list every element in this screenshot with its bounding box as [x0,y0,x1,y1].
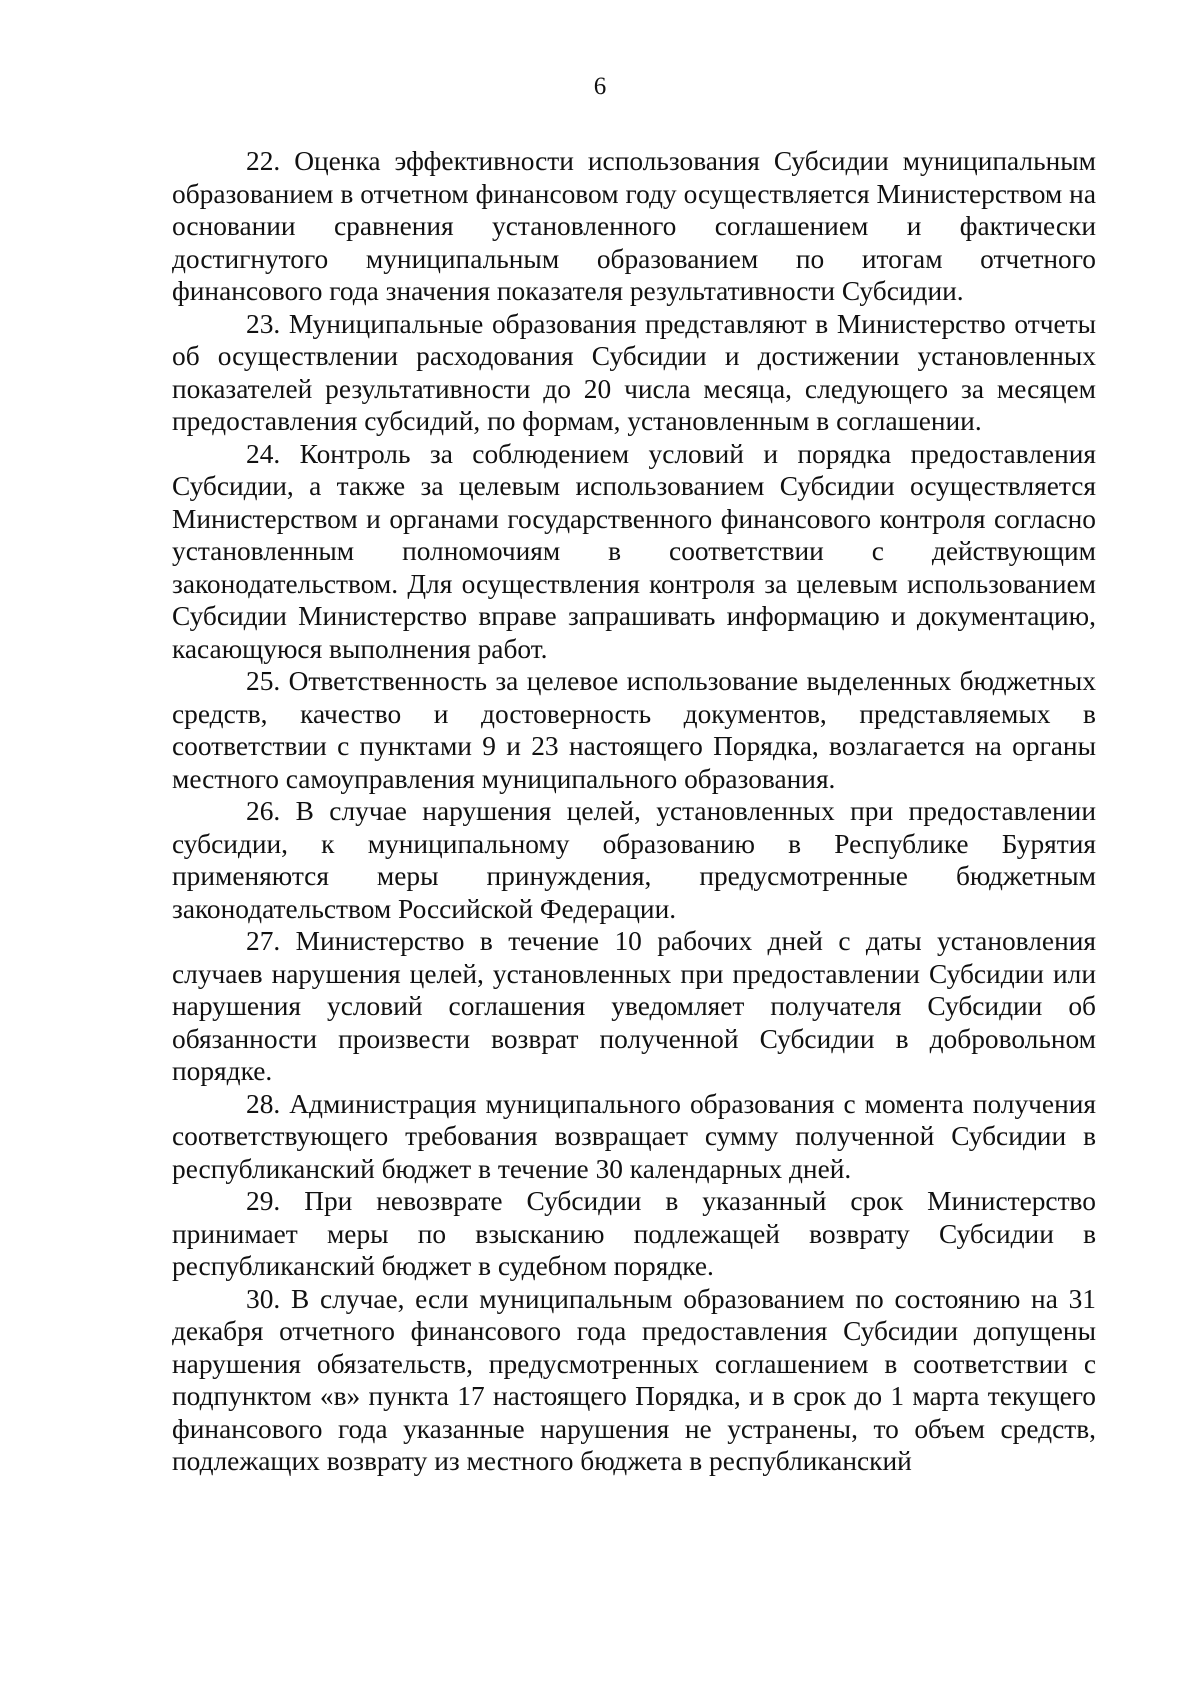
page-number: 6 [593,73,607,100]
paragraph-29: 29. При невозврате Субсидии в указанный срок Министерство принимает меры по взысканию подлежащей возврату Субсидии в республиканский бюджет в судебном порядке. [172,1186,1096,1281]
paragraph-27: 27. Министерство в течение 10 рабочих дней с даты установления случаев нарушения целей, установленных при предоставлении Субсидии или нарушения условий соглашения уведомляет получателя Субсидии об обязанности произвести возврат полученной Субсидии в добровольном порядке. [172,926,1096,1086]
paragraph-22: 22. Оценка эффективности использования Субсидии муниципальным образованием в отчетном финансовом году осуществляется Министерством на основании сравнения установленного соглашением и фактически достигнутого муниципальным образованием по итогам отчетного финансового года значения показателя результативности Субсидии. [172,146,1096,306]
paragraph-25: 25. Ответственность за целевое использование выделенных бюджетных средств, качество и достоверность документов, представляемых в соответствии с пунктами 9 и 23 настоящего Порядка, возлагается на органы местного самоуправления муниципального образования. [172,666,1096,794]
paragraph-24: 24. Контроль за соблюдением условий и порядка предоставления Субсидии, а также за целевым использованием Субсидии осуществляется Министерством и органами государственного финансового контроля согласно установленным полномочиям в соответствии с действующим законодательством. Для осуществления контроля за целевым использованием Субсидии Министерство вправе запрашивать информацию и документацию, касающуюся выполнения работ. [172,438,1096,664]
paragraph-23: 23. Муниципальные образования представляют в Министерство отчеты об осуществлении расходования Субсидии и достижении установленных показателей результативности до 20 числа месяца, следующего за месяцем предоставления субсидий, по формам, установленным в соглашении. [172,308,1096,436]
paragraph-26: 26. В случае нарушения целей, установленных при предоставлении субсидии, к муниципальному образованию в Республике Бурятия применяются меры принуждения, предусмотренные бюджетным законодательством Российской Федерации. [172,796,1096,924]
paragraph-30: 30. В случае, если муниципальным образованием по состоянию на 31 декабря отчетного финансового года предоставления Субсидии допущены нарушения обязательств, предусмотренных соглашением в соответствии с подпунктом «в» пункта 17 настоящего Порядка, и в срок до 1 марта текущего финансового года указанные нарушения не устранены, то объем средств, подлежащих возврату из местного бюджета в республиканский [172,1283,1096,1476]
document-body [172,145,1096,1478]
paragraph-28: 28. Администрация муниципального образования с момента получения соответствующего требования возвращает сумму полученной Субсидии в республиканский бюджет в течение 30 календарных дней. [172,1088,1096,1184]
